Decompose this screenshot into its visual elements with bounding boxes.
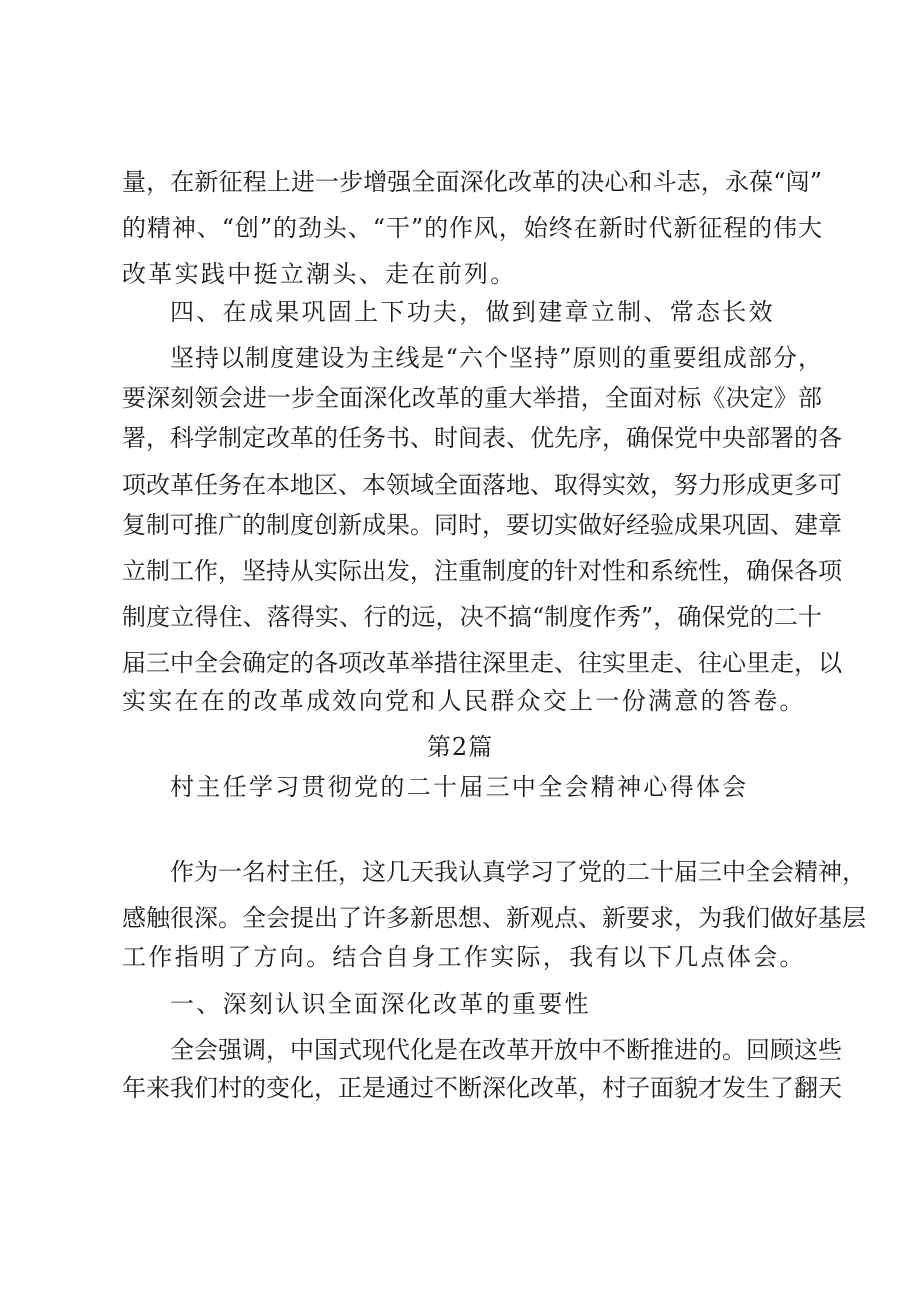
paragraph-line: 全会强调，中国式现代化是在改革开放中不断推进的。回顾这些 [170,1036,842,1064]
paragraph-line: 坚持以制度建设为主线是“六个坚持”原则的重要组成部分， [170,344,822,372]
paragraph-line: 复制可推广的制度创新成果。同时，要切实做好经验成果巩固、建章 [122,511,842,539]
paragraph-line: 年来我们村的变化，正是通过不断深化改革，村子面貌才发生了翻天 [122,1074,842,1102]
paragraph-line: 工作指明了方向。结合自身工作实际，我有以下几点体会。 [122,943,806,971]
paragraph-line: 立制工作，坚持从实际出发，注重制度的针对性和系统性，确保各项 [122,557,842,585]
paragraph-line: 届三中全会确定的各项改革举措往深里走、往实里走、往心里走，以 [122,649,842,677]
paragraph-line: 感触很深。全会提出了许多新思想、新观点、新要求，为我们做好基层 [122,904,866,932]
paragraph-line: 作为一名村主任，这几天我认真学习了党的二十届三中全会精神， [170,858,866,886]
paragraph-line: 制度立得住、落得实、行的远，决不搞“制度作秀”，确保党的二十 [122,603,822,631]
paragraph-line: 量，在新征程上进一步增强全面深化改革的决心和斗志，永葆“闯” [122,168,822,196]
part-label: 第2篇 [426,733,494,761]
article-title: 村主任学习贯彻党的二十届三中全会精神心得体会 [170,773,749,801]
paragraph-line: 实实在在的改革成效向党和人民群众交上一份满意的答卷。 [122,687,806,715]
paragraph-line: 项改革任务在本地区、本领域全面落地、取得实效，努力形成更多可 [122,471,842,499]
paragraph-line: 署，科学制定改革的任务书、时间表、优先序，确保党中央部署的各 [122,424,842,452]
paragraph-line: 的精神、“创”的劲头、“干”的作风，始终在新时代新征程的伟大 [122,214,822,242]
paragraph-line: 改革实践中挺立潮头、走在前列。 [122,260,517,288]
paragraph-line: 要深刻领会进一步全面深化改革的重大举措，全面对标《决定》部 [122,384,822,412]
section-heading: 四、在成果巩固上下功夫，做到建章立制、常态长效 [170,298,775,326]
section-heading: 一、深刻认识全面深化改革的重要性 [170,990,591,1018]
